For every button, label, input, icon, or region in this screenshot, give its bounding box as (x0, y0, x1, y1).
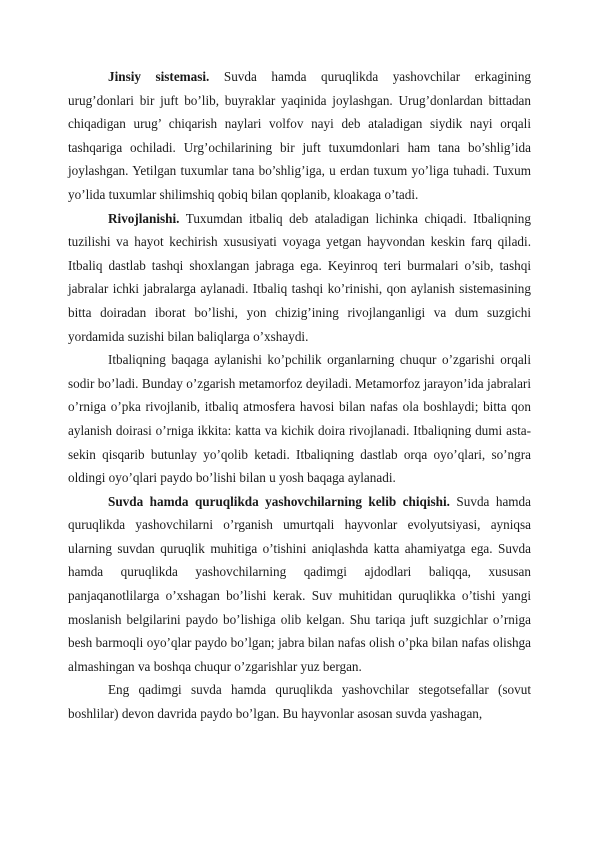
paragraph-stegocephalians (68, 678, 531, 725)
body-text (68, 65, 531, 726)
paragraph-text: Tuxumdan itbaliq deb ataladigan lichinka chiqadi. Itbaliqning tuzilishi va hayot kechirish xususiyati voyaga yetgan hayvondan keskin farq qiladi. Itbaliq dastlab tashqi shoxlangan jabraga ega. Keyinroq teri burmalari o’sib, tashqi jabralar ichki jabralarga aylanadi. Itbaliq tashqi ko’rinishi, qon aylanish sistemasining bitta doiradan iborat bo’lishi, yon chizig’ining rivojlanganligi va dum suzgichi yordamida suzishi bilan baliqlarga o’xshaydi. (68, 210, 531, 344)
paragraph-origin (68, 490, 531, 679)
heading-origin: Suvda hamda quruqlikda yashovchilarning kelib chiqishi. (108, 493, 450, 509)
paragraph-text: Eng qadimgi suvda hamda quruqlikda yashovchilar stegotsefallar (sovut boshlilar) devon davrida paydo bo’lgan. Bu hayvonlar asosan suvda yashagan, (68, 682, 531, 722)
paragraph-metamorphosis (68, 348, 531, 490)
paragraph-text: Suvda hamda quruqlikda yashovchilarni o’rganish umurtqali hayvonlar evolyutsiyasi, ayniqsa ularning suvdan quruqlik muhitiga o’tishini aniqlashda katta ahamiyatga ega. Suvda hamda quruqlikda yashovchilarning qadimgi ajdodlari baliqqa, xususan panjaqanotlilarga o’xshagan bo’lishi kerak. Suv muhitidan quruqlikka o’tishi yangi moslanish belgilarini paydo bo’lishiga olib kelgan. Shu tariqa juft suzgichlar o’rniga besh barmoqli oyo’qlar paydo bo’lgan; jabra bilan nafas olish o’pka bilan nafas olishga almashingan va boshqa chuqur o’zgarishlar yuz bergan. (68, 493, 532, 674)
paragraph-development (68, 207, 531, 349)
heading-development: Rivojlanishi. (108, 210, 180, 226)
heading-reproductive-system: Jinsiy sistemasi. (108, 69, 210, 84)
paragraph-reproductive-system (68, 65, 531, 207)
paragraph-text: Itbaliqning baqaga aylanishi ko’pchilik organlarning chuqur o’zgarishi orqali sodir bo’ladi. Bunday o’zgarish metamorfoz deyiladi. Metamorfoz jarayon’ida jabralari o’rniga o’pka rivojlanib, itbaliq atmosfera havosi bilan nafas ola boshlaydi; bitta qon aylanish doirasi o’rniga ikkita: katta va kichik doira rivojlanadi. Itbaliqning dumi asta-sekin qisqarib butunlay yo’qolib ketadi. Itbaliqning dastlab orqa oyo’qlari, so’ngra oldingi oyo’qlari paydo bo’lishi bilan u yosh baqaga aylanadi. (68, 352, 531, 486)
paragraph-text: Suvda hamda quruqlikda yashovchilar erkagining urug’donlari bir juft bo’lib, buyraklar yaqinida joylashgan. Urug’donlardan bittadan chiqadigan urug’ chiqarish naylari volfov nayi deb ataladigan siydik nayi orqali tashqariga ochiladi. Urg’ochilarining bir juft tuxumdonlari ham tana bo’shlig’ida joylashgan. Yetilgan tuxumlar tana bo’shlig’iga, u erdan tuxum yo’liga tuhadi. Tuxum yo’lida tuxumlar shilimshiq qobiq bilan qoplanib, kloakaga o’tadi. (68, 69, 532, 202)
